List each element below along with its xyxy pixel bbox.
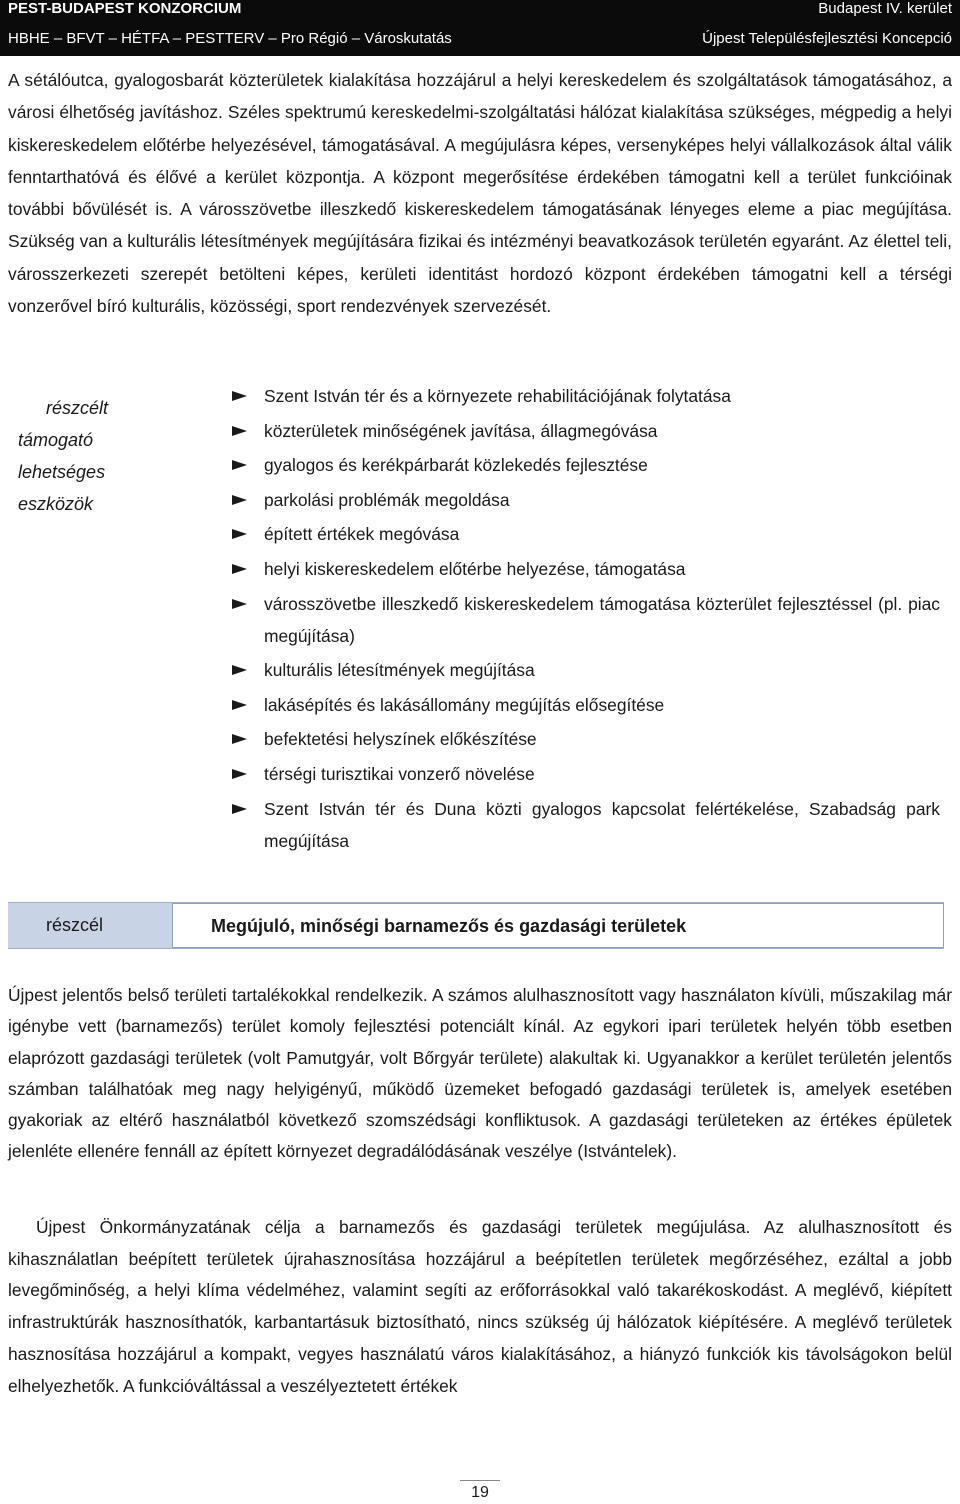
list-item-text: városszövetbe illeszkedő kiskereskedelem támogatása közterület fejlesztéssel (pl. piac megújítása) [264, 593, 940, 646]
list-item [230, 654, 940, 686]
header-district: Budapest IV. kerület [818, 0, 952, 17]
header-doc-title: Újpest Településfejlesztési Koncepció [702, 30, 952, 47]
tools-label-line: lehetséges [18, 462, 106, 482]
section-title-box [172, 903, 944, 948]
list-item-text: Szent István tér és a környezete rehabilitációjának folytatása [264, 386, 731, 406]
arrow-bullet-icon [232, 700, 247, 710]
list-item [230, 758, 940, 790]
footer-divider [460, 1480, 500, 1481]
section-label: részcél [46, 915, 104, 935]
list-item [230, 723, 940, 755]
tools-label-line: támogató [18, 430, 94, 450]
list-item [230, 588, 940, 652]
tools-list [230, 380, 940, 859]
list-item-text: közterületek minőségének javítása, állagmegóvása [264, 420, 658, 441]
header-org: PEST-BUDAPEST KONZORCIUM [8, 0, 242, 17]
arrow-bullet-icon [232, 460, 247, 470]
list-item-text: gyalogos és kerékpárbarát közlekedés fejlesztése [264, 455, 648, 476]
arrow-bullet-icon [232, 769, 247, 779]
arrow-bullet-icon [232, 529, 247, 539]
body-paragraph-2: Újpest jelentős belső területi tartalékokkal rendelkezik. A számos alulhasznosított vagy használaton kívüli, műszakilag már igénybe vett (barnamezős) terület komoly fejlesztési potenciált kínál. Az egykori ipari területek helyén több esetben elaprózott gazdasági területek (volt Pamutgyár, volt Bőrgyár területe) alakultak ki. Ugyanakkor a kerület területén jelentős számban találhatóak meg nagy helyigényű, működő üzemeket befogadó gazdasági területek is, amelyek esetében gyakoriak az eltérő használatból következő szomszédsági konfliktusok. A gazdasági területeken az értékes épületek jelenléte ellenére fennáll az épített környezet degradálódásának veszélye (Istvántelek). [8, 985, 952, 1162]
header-partners: HBHE – BFVT – HÉTFA – PESTTERV – Pro Régió – Városkutatás [8, 30, 452, 47]
list-item [230, 449, 940, 481]
arrow-bullet-icon [232, 391, 247, 401]
tools-label-line: részcélt [46, 398, 109, 418]
section-title: Megújuló, minőségi barnamezős és gazdasági területek [211, 916, 687, 936]
arrow-bullet-icon [232, 599, 247, 609]
arrow-bullet-icon [232, 564, 247, 574]
arrow-bullet-icon [232, 804, 247, 814]
list-item [230, 689, 940, 721]
list-item-text: befektetési helyszínek előkészítése [264, 729, 537, 750]
page-header [0, 0, 960, 56]
page-number: 19 [471, 1484, 489, 1501]
tools-label-line: eszközök [18, 494, 94, 514]
list-item-text: épített értékek megóvása [264, 524, 460, 545]
list-item [230, 380, 940, 412]
list-item-text: lakásépítés és lakásállomány megújítás elősegítése [264, 694, 665, 715]
list-item-text: helyi kiskereskedelem előtérbe helyezése, támogatása [264, 558, 686, 579]
list-item [230, 484, 940, 516]
list-item-text: kulturális létesítmények megújítása [264, 660, 535, 681]
list-item-text: Szent István tér és Duna közti gyalogos kapcsolat felértékelése, Szabadság park megújítása [264, 798, 940, 851]
body-paragraph-3-text: Újpest Önkormányzatának célja a barnamezős és gazdasági területek megújulása. Az alulhasznosított és kihasználatlan beépített területek újrahasznosítása hozzájárul a beépítetlen területek megőrzéséhez, ezáltal a jobb levegőminőség, a helyi klíma védelméhez, valamint segíti az erőforrásokkal való takarékoskodást. A meglévő, kiépített infrastruktúrák hasznosíthatók, karbantartásuk biztosítható, nincs szükség új hálózatok kiépítésére. A meglévő területek hasznosítása hozzájárul a kompakt, vegyes használatú város kialakításához, a hiányzó funkciók kis távolságokon belül elhelyezhetők. A funkcióváltással a veszélyeztetett értékek [8, 1217, 952, 1396]
arrow-bullet-icon [232, 734, 247, 744]
list-item-text: parkolási problémák megoldása [264, 489, 510, 510]
section-heading-bar [8, 902, 944, 949]
body-paragraph-3 [8, 1212, 952, 1402]
list-item-text: térségi turisztikai vonzerő növelése [264, 763, 535, 784]
list-item [230, 553, 940, 585]
body-paragraph-1: A sétálóutca, gyalogosbarát közterületek kialakítása hozzájárul a helyi kereskedelem és szolgáltatások támogatásához, a városi élhetőség javításhoz. Széles spektrumú kereskedelmi-szolgáltatási hálózat kialakítása szükséges, mégpedig a helyi kiskereskedelem előtérbe helyezésével, támogatásával. A megújulásra képes, versenyképes helyi vállalkozások által válik fenntarthatóvá és élővé a kerület központja. A központ megerősítése érdekében támogatni kell a terület funkcióinak további bővülését is. A városszövetbe illeszkedő kiskereskedelem támogatásának lényeges eleme a piac megújítása. Szükség van a kulturális létesítmények megújítására fizikai és intézményi beavatkozások területén egyaránt. Az élettel teli, városszerkezeti szerepét betölteni képes, kerületi identitást hordozó központ érdekében támogatni kell a térségi vonzerővel bíró kulturális, közösségi, sport rendezvények szervezését. [8, 70, 952, 317]
tools-label [18, 392, 108, 520]
arrow-bullet-icon [232, 426, 247, 436]
arrow-bullet-icon [232, 665, 247, 675]
list-item [230, 793, 940, 857]
list-item [230, 415, 940, 447]
arrow-bullet-icon [232, 495, 247, 505]
list-item [230, 518, 940, 550]
